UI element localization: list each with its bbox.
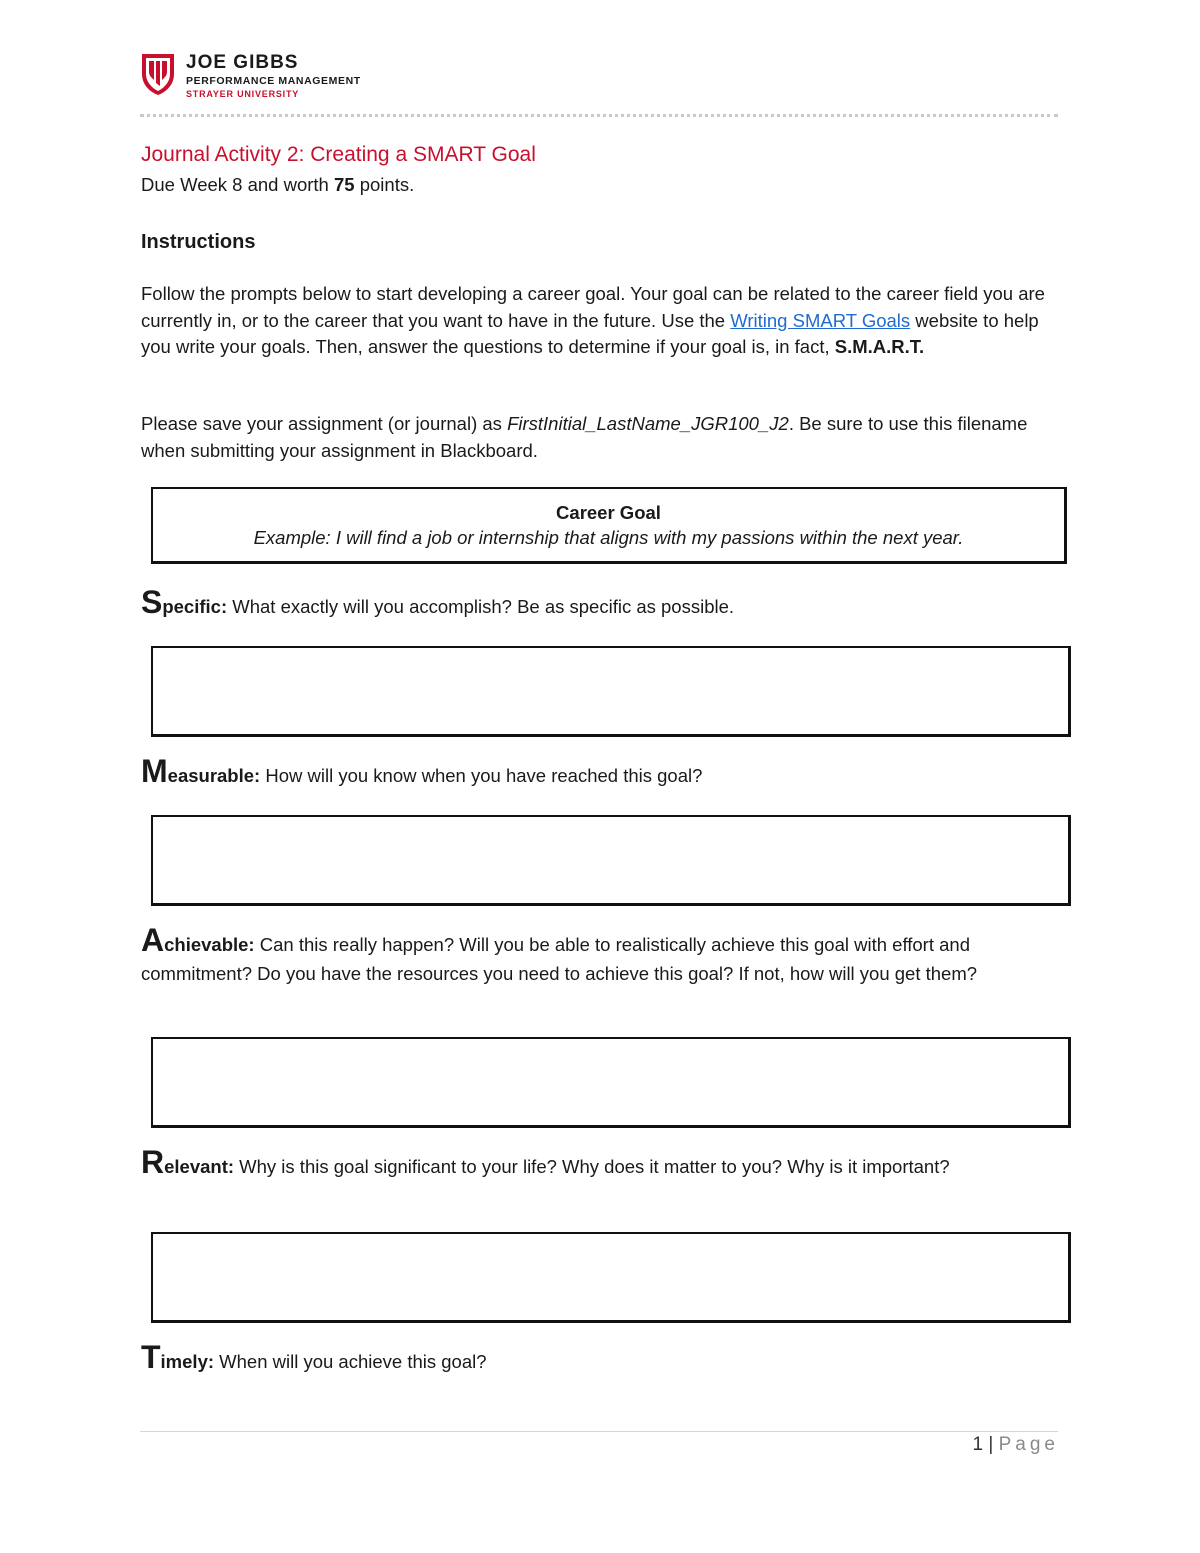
page-title: Journal Activity 2: Creating a SMART Goal bbox=[141, 143, 536, 166]
achievable-prompt: Achievable: Can this really happen? Will you be able to realistically achieve this goal with effort and commitment? Do you have the resources you need to achieve this goal? If not, how will you get them? bbox=[141, 922, 978, 984]
filename: FirstInitial_LastName_JGR100_J2 bbox=[507, 413, 789, 434]
footer-divider bbox=[140, 1431, 1058, 1432]
specific-answer-box[interactable] bbox=[151, 646, 1071, 737]
relevant-answer-box[interactable] bbox=[151, 1232, 1071, 1323]
career-goal-title: Career Goal bbox=[556, 502, 661, 523]
career-goal-example: Example: I will find a job or internship that aligns with my passions within the next year. bbox=[253, 527, 964, 548]
career-goal-box bbox=[151, 487, 1067, 564]
logo-line-3: STRAYER UNIVERSITY bbox=[186, 89, 300, 99]
timely-prompt: Timely: When will you achieve this goal? bbox=[141, 1339, 487, 1375]
writing-smart-goals-link[interactable]: Writing SMART Goals bbox=[730, 309, 911, 331]
specific-prompt: Specific: What exactly will you accomplish? Be as specific as possible. bbox=[141, 584, 735, 620]
header-divider bbox=[140, 114, 1058, 117]
measurable-prompt: Measurable: How will you know when you have reached this goal? bbox=[141, 753, 703, 789]
logo bbox=[140, 52, 440, 102]
save-instructions-paragraph: Please save your assignment (or journal) as FirstInitial_LastName_JGR100_J2. Be sure to use this filename when submitting your assignment in Blackboard. bbox=[141, 413, 1028, 461]
page-number: 1 | Page bbox=[972, 1434, 1059, 1455]
instructions-paragraph: Follow the prompts below to start developing a career goal. Your goal can be related to the career field you are currently in, or to the career that you want to have in the future. Use the Writing SMART Goals website to help you write your goals. Then, answer the questions to determine if your goal is, in fact, S.M.A.R.T. bbox=[141, 283, 1045, 357]
points-value: 75 bbox=[334, 174, 355, 195]
logo-line-2: PERFORMANCE MANAGEMENT bbox=[186, 75, 361, 87]
shield-logo-icon bbox=[140, 52, 176, 96]
achievable-answer-box[interactable] bbox=[151, 1037, 1071, 1128]
relevant-prompt: Relevant: Why is this goal significant to your life? Why does it matter to you? Why is it important? bbox=[141, 1144, 950, 1180]
smart-acronym: S.M.A.R.T. bbox=[834, 336, 925, 357]
due-line: Due Week 8 and worth 75 points. bbox=[141, 174, 415, 195]
measurable-answer-box[interactable] bbox=[151, 815, 1071, 906]
instructions-heading: Instructions bbox=[141, 231, 256, 253]
logo-line-1: JOE GIBBS bbox=[186, 52, 299, 73]
